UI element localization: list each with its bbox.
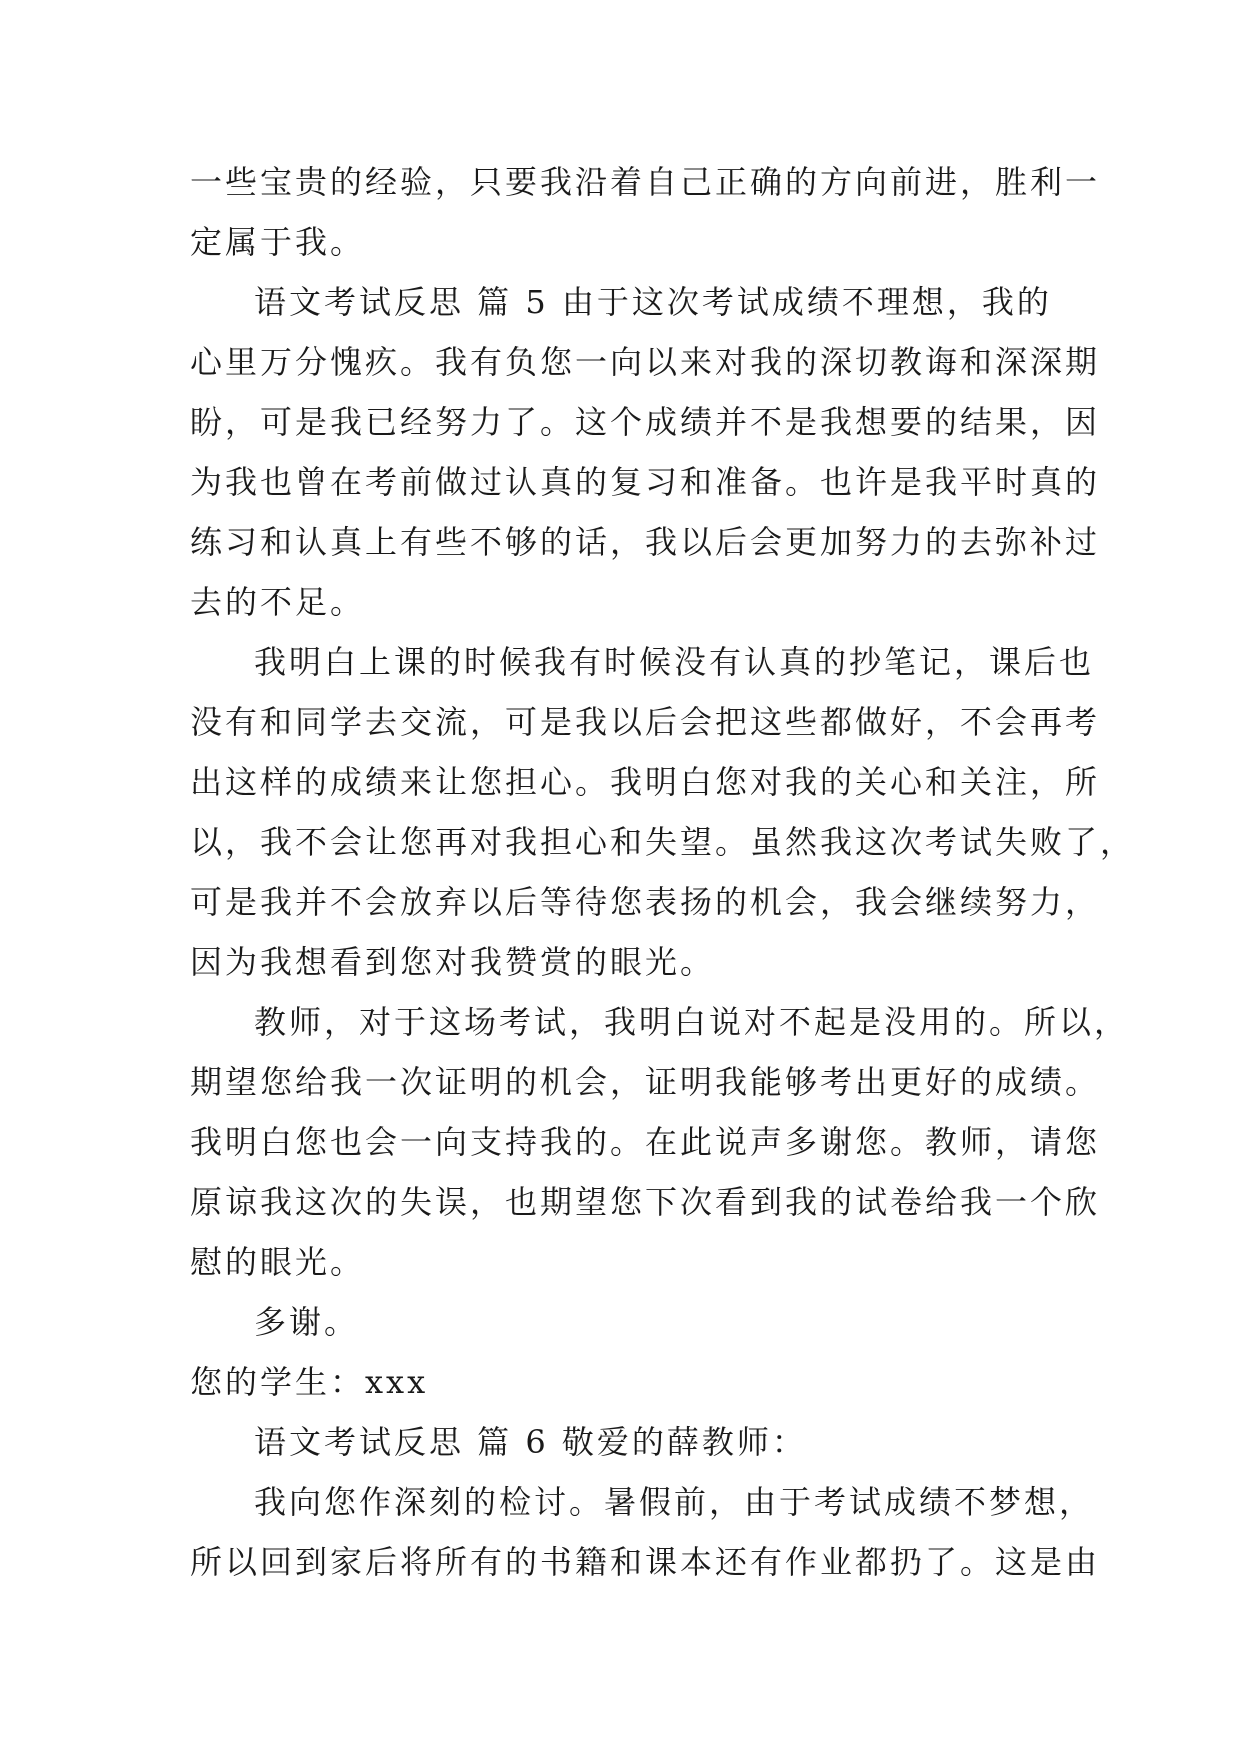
signature-line: 您的学生：xxx bbox=[190, 1363, 429, 1401]
text-line: 所以回到家后将所有的书籍和课本还有作业都扔了。这是由 bbox=[190, 1543, 1101, 1581]
text-line: 一些宝贵的经验，只要我沿着自己正确的方向前进，胜利一 bbox=[190, 163, 1101, 201]
text-line: 盼，可是我已经努力了。这个成绩并不是我想要的结果，因 bbox=[190, 403, 1101, 441]
section-heading-5: 语文考试反思 篇 5 由于这次考试成绩不理想，我的 bbox=[254, 283, 1052, 321]
text-line: 慰的眼光。 bbox=[190, 1243, 366, 1281]
text-line: 没有和同学去交流，可是我以后会把这些都做好，不会再考 bbox=[190, 703, 1101, 741]
text-line: 我明白您也会一向支持我的。在此说声多谢您。教师，请您 bbox=[190, 1123, 1101, 1161]
text-line: 以，我不会让您再对我担心和失望。虽然我这次考试失败了， bbox=[190, 823, 1136, 861]
text-line: 期望您给我一次证明的机会，证明我能够考出更好的成绩。 bbox=[190, 1063, 1101, 1101]
section-heading-6: 语文考试反思 篇 6 敬爱的薛教师： bbox=[254, 1423, 807, 1461]
text-line: 出这样的成绩来让您担心。我明白您对我的关心和关注，所 bbox=[190, 763, 1101, 801]
text-line: 心里万分愧疚。我有负您一向以来对我的深切教诲和深深期 bbox=[190, 343, 1101, 381]
text-line: 练习和认真上有些不够的话，我以后会更加努力的去弥补过 bbox=[190, 523, 1101, 561]
text-line: 因为我想看到您对我赞赏的眼光。 bbox=[190, 943, 716, 981]
text-line: 为我也曾在考前做过认真的复习和准备。也许是我平时真的 bbox=[190, 463, 1101, 501]
text-line: 可是我并不会放弃以后等待您表扬的机会，我会继续努力， bbox=[190, 883, 1101, 921]
text-line: 原谅我这次的失误，也期望您下次看到我的试卷给我一个欣 bbox=[190, 1183, 1101, 1221]
paragraph-start: 教师，对于这场考试，我明白说对不起是没用的。所以， bbox=[254, 1003, 1130, 1041]
text-line: 去的不足。 bbox=[190, 583, 366, 621]
paragraph-start: 我明白上课的时候我有时候没有认真的抄笔记，课后也 bbox=[254, 643, 1095, 681]
closing-thanks: 多谢。 bbox=[254, 1303, 360, 1341]
text-line: 定属于我。 bbox=[190, 223, 366, 261]
paragraph-start: 我向您作深刻的检讨。暑假前，由于考试成绩不梦想， bbox=[254, 1483, 1095, 1521]
